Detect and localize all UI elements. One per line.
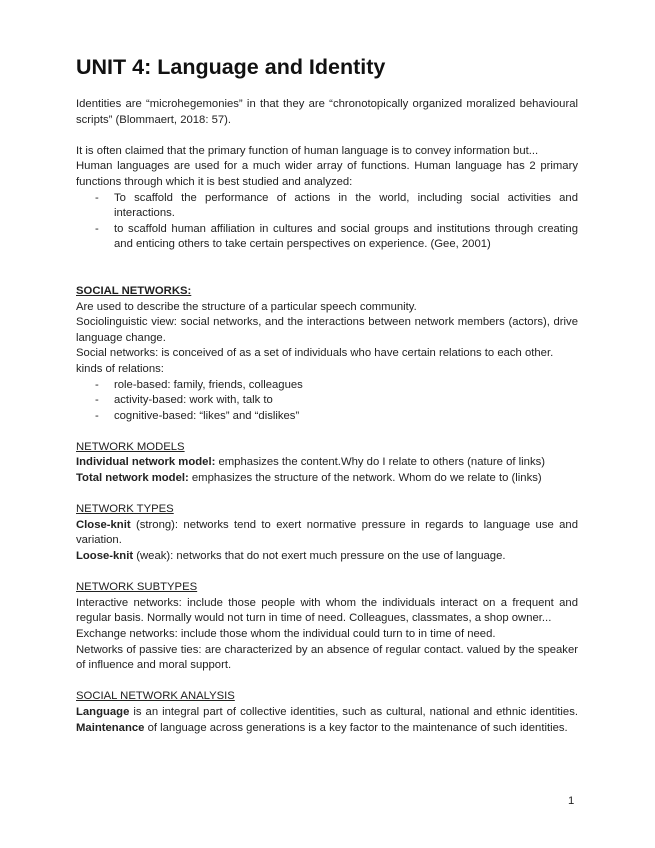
social-networks-line: Are used to describe the structure of a particular speech community. — [76, 300, 417, 313]
maintenance-term: Maintenance — [76, 721, 145, 734]
network-types-heading: NETWORK TYPES — [76, 503, 174, 516]
passive-ties-networks: Networks of passive ties: are characterized by an absence of regular contact. valued by the speaker of influence and moral support. — [76, 643, 578, 672]
relations-list — [76, 378, 578, 425]
network-models-heading: NETWORK MODELS — [76, 440, 185, 453]
body-text — [76, 97, 578, 736]
list-item: - role-based: family, friends, colleagues — [76, 378, 578, 394]
total-model-term: Total network model: — [76, 472, 189, 485]
intro-claim-body: Human languages are used for a much wider array of functions. Human language has 2 primary functions through which it is best studied and analyzed: — [76, 160, 578, 188]
functions-list — [76, 191, 578, 253]
loose-knit-text: (weak): networks that do not exert much pressure on the use of language. — [133, 550, 506, 563]
list-item: - activity-based: work with, talk to — [76, 393, 578, 409]
page-number: 1 — [568, 795, 575, 807]
total-model-text: emphasizes the structure of the network. Whom do we relate to (links) — [188, 472, 542, 485]
social-networks-line: kinds of relations: — [76, 362, 164, 375]
individual-model-text: emphasizes the content.Why do I relate to others (nature of links) — [215, 456, 545, 469]
individual-model-term: Individual network model: — [76, 456, 216, 469]
social-networks-line: Social networks: is conceived of as a set of individuals who have certain relations to each other. — [76, 347, 554, 360]
exchange-networks: Exchange networks: include those whom the individual could turn to in time of need. — [76, 628, 496, 640]
analysis-paragraph — [76, 705, 578, 736]
language-text: is an integral part of collective identities, such as cultural, national and ethnic identities. — [129, 705, 578, 718]
close-knit-text: (strong): networks tend to exert normative pressure in regards to language use and variation. — [76, 518, 578, 547]
intro-quote: Identities are “microhegemonies” in that they are “chronotopically organized moralized behavioural scripts” (Blommaert, 2018: 57). — [76, 98, 578, 126]
page-title: UNIT 4: Language and Identity — [76, 55, 386, 79]
list-item: - cognitive-based: “likes” and “dislikes” — [76, 409, 578, 425]
network-subtypes-heading: NETWORK SUBTYPES — [76, 581, 198, 594]
loose-knit-term: Loose-knit — [76, 550, 134, 563]
close-knit-definition — [76, 518, 578, 549]
language-term: Language — [76, 705, 130, 718]
interactive-networks: Interactive networks: include those people with whom the individuals interact on a frequent and regular basis. Normally would not turn in time of need. Colleagues, classmates, a shop owner... — [76, 596, 578, 625]
individual-network-model — [76, 455, 578, 471]
social-network-analysis-heading: SOCIAL NETWORK ANALYSIS — [76, 690, 235, 703]
maintenance-text: of language across generations is a key factor to the maintenance of such identities. — [144, 721, 568, 734]
list-item: - To scaffold the performance of actions in the world, including social activities and interactions. — [76, 191, 578, 222]
loose-knit-definition — [76, 549, 578, 565]
list-item: - to scaffold human affiliation in cultures and social groups and institutions through creating and enticing others to take certain perspectives on experience. (Gee, 2001) — [76, 222, 578, 253]
intro-claim-lead: It is often claimed that the primary function of human language is to convey information but... — [76, 144, 539, 157]
total-network-model — [76, 471, 578, 487]
social-networks-line: Sociolinguistic view: social networks, and the interactions between network members (actors), drive language change. — [76, 316, 578, 344]
close-knit-term: Close-knit — [76, 518, 131, 531]
social-networks-heading: SOCIAL NETWORKS: — [76, 284, 192, 297]
